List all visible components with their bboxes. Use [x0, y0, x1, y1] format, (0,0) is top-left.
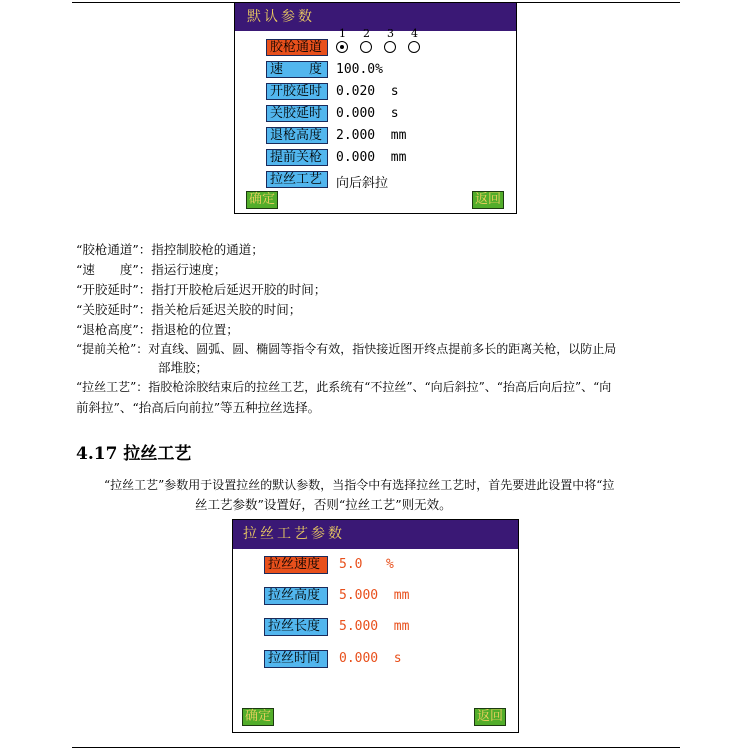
- value-drawing-time[interactable]: 0.000 s: [339, 651, 402, 666]
- panel-title: 默认参数: [235, 3, 516, 31]
- desc-early-close: “提前关枪”：对直线、圆弧、圆、椭圆等指令有效，指快接近图开终点提前多长的距离关枪，以防止局: [76, 342, 617, 356]
- desc-speed: “速 度”：指运行速度；: [76, 262, 227, 277]
- channel-radio-2[interactable]: [360, 41, 372, 53]
- label-drawing-height[interactable]: 拉丝高度: [264, 587, 328, 605]
- back-button[interactable]: 返回: [474, 708, 506, 726]
- value-drawing-length[interactable]: 5.000 mm: [339, 619, 410, 634]
- radio-number-2: 2: [363, 27, 370, 40]
- value-retract-height[interactable]: 2.000 mm: [336, 128, 407, 143]
- default-params-panel: [234, 2, 517, 214]
- label-drawing-length[interactable]: 拉丝长度: [264, 618, 328, 636]
- desc-glue-gun-channel: “胶枪通道”：指控制胶枪的通道；: [76, 242, 264, 257]
- value-early-close[interactable]: 0.000 mm: [336, 150, 407, 165]
- desc-drawing-process: “拉丝工艺”：指胶枪涂胶结束后的拉丝工艺，此系统有“不拉丝”、“向后斜拉”、“抬高后向后拉”、“向: [76, 380, 612, 394]
- value-drawing-process[interactable]: 向后斜拉: [336, 176, 389, 191]
- panel-title: 拉丝工艺参数: [233, 520, 518, 549]
- section-paragraph-line1: “拉丝工艺”参数用于设置拉丝的默认参数，当指令中有选择拉丝工艺时，首先要进此设置中将“拉: [104, 478, 615, 492]
- back-button[interactable]: 返回: [472, 191, 504, 209]
- label-glue-gun-channel[interactable]: 胶枪通道: [266, 39, 328, 56]
- drawing-params-panel: [232, 519, 519, 733]
- radio-number-4: 4: [411, 27, 418, 40]
- radio-number-3: 3: [387, 27, 394, 40]
- confirm-button[interactable]: 确定: [242, 708, 274, 726]
- label-retract-height[interactable]: 退枪高度: [266, 127, 328, 144]
- section-heading: 4.17 拉丝工艺: [76, 444, 192, 464]
- label-drawing-process[interactable]: 拉丝工艺: [266, 171, 328, 188]
- section-paragraph-line2: 丝工艺参数”设置好，否则“拉丝工艺”则无效。: [195, 497, 452, 512]
- value-open-glue-delay[interactable]: 0.020 s: [336, 84, 399, 99]
- radio-number-1: 1: [339, 27, 346, 40]
- value-drawing-speed[interactable]: 5.0 %: [339, 557, 394, 572]
- bottom-rule: [72, 747, 680, 748]
- value-close-glue-delay[interactable]: 0.000 s: [336, 106, 399, 121]
- value-drawing-height[interactable]: 5.000 mm: [339, 588, 410, 603]
- desc-close-glue-delay: “关胶延时”：指关枪后延迟关胶的时间；: [76, 302, 302, 317]
- label-drawing-time[interactable]: 拉丝时间: [264, 650, 328, 668]
- desc-early-close-cont: 部堆胶；: [158, 360, 209, 375]
- label-open-glue-delay[interactable]: 开胶延时: [266, 83, 328, 100]
- value-speed[interactable]: 100.0%: [336, 62, 383, 77]
- desc-open-glue-delay: “开胶延时”：指打开胶枪后延迟开胶的时间；: [76, 282, 327, 297]
- desc-drawing-process-cont: 前斜拉”、“抬高后向前拉”等五种拉丝选择。: [76, 400, 321, 415]
- label-early-close[interactable]: 提前关枪: [266, 149, 328, 166]
- channel-radio-3[interactable]: [384, 41, 396, 53]
- label-drawing-speed[interactable]: 拉丝速度: [264, 556, 328, 574]
- confirm-button[interactable]: 确定: [246, 191, 278, 209]
- label-speed[interactable]: 速 度: [266, 61, 328, 78]
- channel-radio-1[interactable]: [336, 41, 348, 53]
- label-close-glue-delay[interactable]: 关胶延时: [266, 105, 328, 122]
- desc-retract-height: “退枪高度”：指退枪的位置；: [76, 322, 239, 337]
- channel-radio-4[interactable]: [408, 41, 420, 53]
